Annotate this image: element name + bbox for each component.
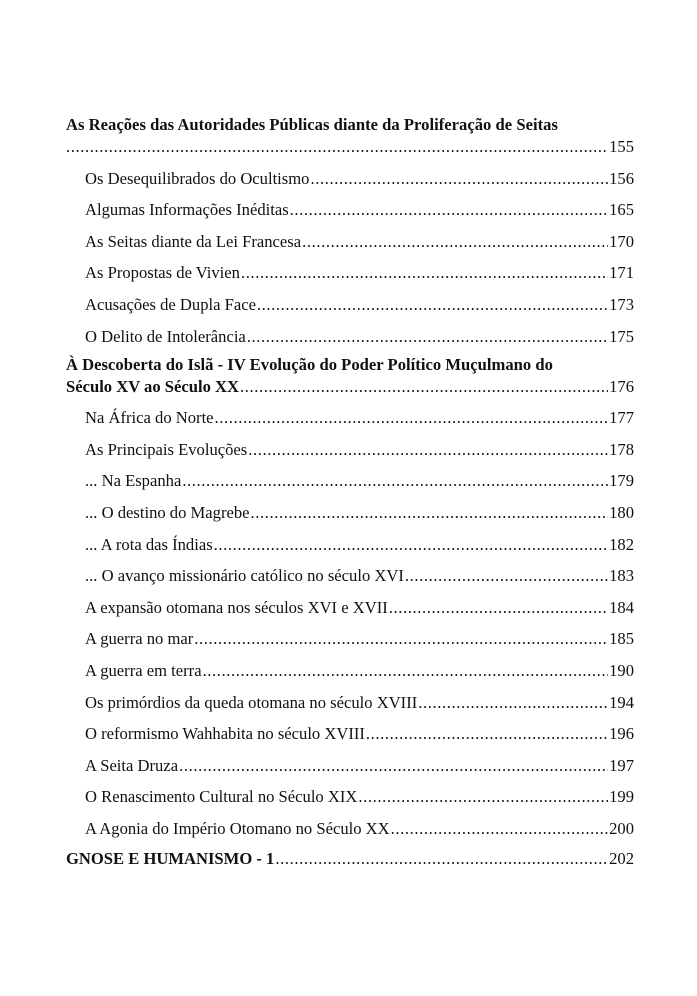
dot-leader [251, 502, 609, 524]
table-of-contents [66, 114, 634, 870]
dot-leader [275, 848, 608, 870]
dot-leader [215, 407, 609, 429]
toc-entry[interactable] [66, 199, 634, 221]
toc-entry-page: 200 [609, 818, 634, 838]
toc-entry-page: 182 [609, 534, 634, 554]
toc-entry-title: As Seitas diante da Lei Francesa [85, 231, 302, 251]
toc-entry[interactable] [66, 231, 634, 253]
toc-entry-title: Os Desequilibrados do Ocultismo [85, 168, 310, 188]
toc-entry-title: O Delito de Intolerância [85, 326, 246, 346]
toc-entry[interactable] [66, 723, 634, 745]
toc-entry[interactable] [66, 786, 634, 808]
toc-entry-title: Acusações de Dupla Face [85, 294, 256, 314]
dot-leader [66, 136, 608, 158]
toc-entry[interactable] [66, 628, 634, 650]
dot-leader [302, 231, 608, 253]
dot-leader [418, 692, 608, 714]
dot-leader [257, 294, 608, 316]
toc-entry-page: 185 [609, 629, 634, 649]
toc-entry-page: 184 [609, 597, 634, 617]
toc-entry-page: 176 [609, 376, 634, 396]
dot-leader [405, 565, 608, 587]
toc-entry-title: Algumas Informações Inéditas [85, 200, 289, 220]
toc-entry-page: 194 [609, 692, 634, 712]
dot-leader [194, 628, 608, 650]
toc-entry-title: GNOSE E HUMANISMO - 1 [66, 848, 275, 868]
dot-leader [182, 470, 608, 492]
toc-entry[interactable] [66, 168, 634, 190]
toc-entry-title: As Principais Evoluções [85, 439, 248, 459]
dot-leader [179, 755, 608, 777]
toc-entry-title: ... O avanço missionário católico no século XVI [85, 566, 404, 586]
toc-entry[interactable] [66, 818, 634, 840]
toc-entry-title: O reformismo Wahhabita no século XVIII [85, 724, 365, 744]
toc-entry-main[interactable] [66, 354, 634, 398]
dot-leader [241, 262, 608, 284]
toc-entry-page: 190 [609, 660, 634, 680]
toc-entry-title: À Descoberta do Islã - IV Evolução do Poder Político Muçulmano do [66, 354, 553, 374]
toc-entry-page: 165 [609, 200, 634, 220]
dot-leader [240, 376, 608, 398]
toc-entry-title: A Seita Druza [85, 755, 179, 775]
dot-leader [290, 199, 608, 221]
toc-entry[interactable] [66, 294, 634, 316]
dot-leader [214, 534, 608, 556]
dot-leader [366, 723, 608, 745]
toc-entry-main[interactable] [66, 114, 634, 158]
toc-entry-title: A guerra no mar [85, 629, 194, 649]
toc-entry-title: ... Na Espanha [85, 471, 182, 491]
toc-entry[interactable] [66, 407, 634, 429]
toc-entry-page: 177 [609, 408, 634, 428]
toc-entry-page: 179 [609, 471, 634, 491]
dot-leader [248, 439, 608, 461]
toc-entry-title: As Reações das Autoridades Públicas diante da Proliferação de Seitas [66, 115, 558, 134]
toc-entry[interactable] [66, 534, 634, 556]
toc-entry-page: 171 [609, 263, 634, 283]
toc-entry[interactable] [66, 262, 634, 284]
dot-leader [391, 818, 608, 840]
dot-leader [389, 597, 608, 619]
toc-entry-page: 197 [609, 755, 634, 775]
toc-entry-page: 155 [609, 137, 634, 156]
dot-leader [358, 786, 608, 808]
toc-entry-main[interactable] [66, 848, 634, 870]
toc-entry-page: 170 [609, 231, 634, 251]
toc-entry[interactable] [66, 660, 634, 682]
toc-entry[interactable] [66, 502, 634, 524]
toc-entry[interactable] [66, 439, 634, 461]
toc-entry-page: 180 [609, 502, 634, 522]
toc-entry-title: A guerra em terra [85, 660, 202, 680]
toc-entry-page: 175 [609, 326, 634, 346]
toc-entry-page: 173 [609, 294, 634, 314]
dot-leader [203, 660, 609, 682]
toc-entry-page: 196 [609, 724, 634, 744]
toc-entry[interactable] [66, 692, 634, 714]
toc-entry[interactable] [66, 597, 634, 619]
toc-entry[interactable] [66, 565, 634, 587]
toc-entry-title: ... O destino do Magrebe [85, 502, 250, 522]
toc-entry-page: 202 [609, 848, 634, 868]
toc-entry-title: Na África do Norte [85, 408, 214, 428]
dot-leader [310, 168, 608, 190]
toc-entry-title: A expansão otomana nos séculos XVI e XVII [85, 597, 388, 617]
toc-entry-title: A Agonia do Império Otomano no Século XX [85, 818, 390, 838]
toc-entry-page: 156 [609, 168, 634, 188]
toc-entry-page: 183 [609, 566, 634, 586]
toc-entry-title: As Propostas de Vivien [85, 263, 240, 283]
toc-entry[interactable] [66, 755, 634, 777]
toc-entry-title-cont: Século XV ao Século XX [66, 376, 240, 396]
toc-entry-page: 199 [609, 787, 634, 807]
toc-entry-title: O Renascimento Cultural no Século XIX [85, 787, 358, 807]
toc-entry[interactable] [66, 326, 634, 348]
dot-leader [247, 326, 608, 348]
toc-entry-title: ... A rota das Índias [85, 534, 213, 554]
toc-entry[interactable] [66, 470, 634, 492]
toc-entry-title: Os primórdios da queda otomana no século XVIII [85, 692, 418, 712]
toc-entry-page: 178 [609, 439, 634, 459]
